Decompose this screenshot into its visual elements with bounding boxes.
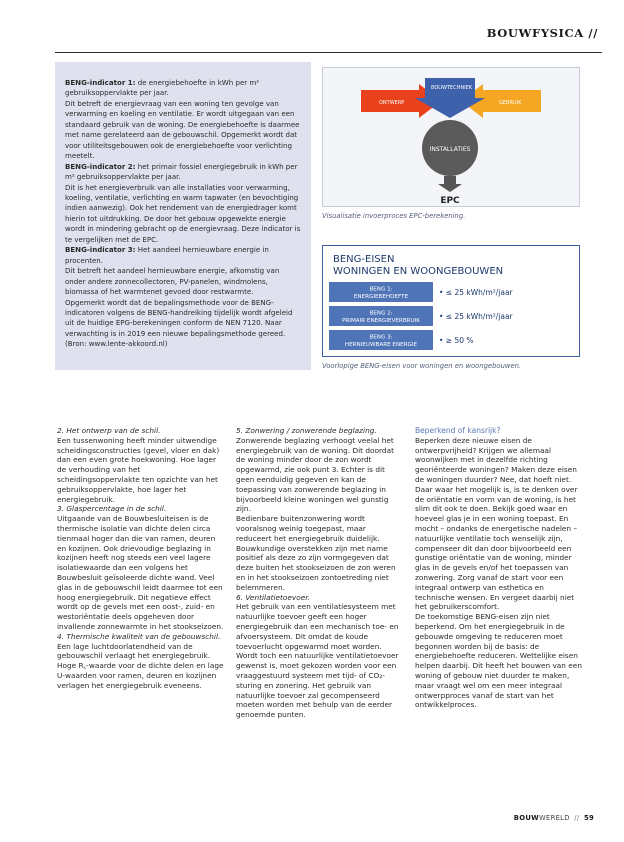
beng-eisen-chart bbox=[323, 246, 579, 356]
beng-eisen-figure bbox=[322, 245, 580, 357]
page-number: 59 bbox=[583, 814, 594, 822]
sidebar-paragraph: BENG-indicator 1: de energiebehoefte in kWh per m² gebruiksoppervlakte per jaar. bbox=[65, 78, 260, 98]
page-footer bbox=[514, 814, 594, 822]
text-column-2 bbox=[236, 426, 403, 720]
sidebar-paragraph: Opgemerkt wordt dat de bepalingsmethode voor de BENG-indicatoren volgens de BENG-handreiking tijdelijk wordt afgeleid uit de huidige EPG-berekeningen conform de NEN 7120. Naar verwachting is in 2019 een nieuwe bepalingsmethode gereed. (Bron: www.lente-akkoord.nl) bbox=[65, 297, 293, 349]
epc-diagram bbox=[323, 68, 579, 206]
section-subhead: Beperkend of kansrijk? bbox=[415, 426, 501, 435]
magazine-brand-bold: BOUW bbox=[513, 814, 539, 822]
text-column-1 bbox=[57, 426, 224, 691]
ontwerp-label: ONTWERP bbox=[379, 100, 405, 106]
beng1-label-2: ENERGIEBEHOEFTE bbox=[353, 294, 409, 300]
paragraph: Zonwerende beglazing verhoogt veelal het energiegebruik van de woning. Dit doordat de woning minder door de zon wordt opgewarmd, zie ook punt 3. Echter is dit geen eenduidig gegeven en kan de toepassing van zonwerende beglazing in bijvoorbeeld kleine woningen wel gunstig zijn. bbox=[236, 435, 394, 514]
subheading: 5. Zonwering / zonwerende beglazing. bbox=[236, 426, 377, 435]
section-title: BOUWFYSICA // bbox=[486, 26, 598, 40]
paragraph: Het gebruik van een ventilatiesysteem met natuurlijke toevoer geeft een hoger energiegebruik dan een mechanisch toe- en afvoersysteem. Dit omdat de koude toevoerlucht opgewarmd moet worden. Wordt toch een natuurlijke ventilatietoevoer gewenst is, moet gekozen worden voor een vraaggestuurd systeem met tijd- of CO₂-sturing en zonering. Het gebruik van natuurlijke toevoer zal gecompenseerd moeten worden met behulp van de eerder genoemde punten. bbox=[236, 602, 399, 720]
beng1-label-1: BENG 1: bbox=[369, 286, 393, 293]
paragraph: Een lage luchtdoorlatendheid van de gebouwschil verlaagt het energiegebruik. Hoge R꜀-waarde voor de dichte delen en lage U-waarden voor ramen, deuren en kozijnen verlagen het energiegebruik eveneens. bbox=[57, 641, 224, 690]
beng2-label-1: BENG 2: bbox=[369, 310, 393, 317]
paragraph: Beperken deze nieuwe eisen de ontwerpvrijheid? Krijgen we allemaal woonwijken met in dezelfde richting georiënteerde woningen? Maken deze eisen de woningen duurder? Nee, dat hoeft niet. bbox=[415, 435, 577, 484]
subheading: 6. Ventilatietoevoer. bbox=[236, 592, 310, 602]
paragraph: Uitgaande van de Bouwbesluiteisen is de thermische isolatie van dichte delen circa tienmaal hoger dan die van ramen, deuren en kozijnen. Ook drievoudige beglazing in kozijnen heeft nog steeds een veel lagere isolatiewaarde dan een volgens het Bouwbesluit geïsoleerde dichte wand. Veel glas in de gebouwschil leidt daarmee tot een hoog energiegebruik. Dit negatieve effect wordt op de gevels met een oost-, zuid- en westoriëntatie deels opgeheven door invallende zonnewarmte in het stookseizoen. bbox=[57, 514, 224, 631]
magazine-brand: WERELD bbox=[538, 814, 570, 822]
epc-process-figure bbox=[322, 67, 580, 207]
beng3-label-2: HERNIEUWBARE ENERGIE bbox=[344, 342, 418, 348]
epc-label: EPC bbox=[440, 196, 460, 206]
paragraph: Een tussenwoning heeft minder uitwendige scheidingsconstructies (gevel, vloer en dak) dan een even grote hoekwoning. Hoe lager de verhouding van het scheidingsoppervlakte ten opzichte van het gebruiksoppervlakte, hoe lager het energiegebruik. bbox=[57, 435, 220, 504]
installaties-label: INSTALLATIES bbox=[429, 146, 471, 153]
epc-arrow bbox=[438, 176, 462, 192]
beng-indicators-sidebar bbox=[55, 62, 311, 370]
header-rule bbox=[55, 52, 602, 53]
sidebar-paragraph: Dit is het energieverbruik van alle installaties voor verwarming, koeling, ventilatie, verlichting en warm tapwater (en bevochtiging indien aanwezig). Ook het rendement van de energiedrager komt hierin tot uitdrukking. De door het gebouw opgewekte energie wordt in mindering gebracht op de energievraag. Deze indicator is te vergelijken met de EPC. bbox=[65, 182, 301, 244]
subheading: 3. Glaspercentage in de schil. bbox=[57, 504, 167, 514]
paragraph: Bedienbare buitenzonwering wordt vooralsnog weinig toegepast, maar reduceert het energiegebruik duidelijk. Bouwkundige overstekken zijn met name positief als deze zo zijn vormgegeven dat deze buiten het stookseizoen de zon weren en in het stookseizoen zontoetreding niet belemmeren. bbox=[236, 514, 396, 592]
gebruik-label: GEBRUIK bbox=[499, 100, 522, 106]
beng-eisen-title-1: BENG-EISEN bbox=[333, 254, 395, 265]
figure2-caption: Voorlopige BENG-eisen voor woningen en woongebouwen. bbox=[322, 362, 522, 370]
sidebar-paragraph: BENG-indicator 2: het primair fossiel energiegebruik in kWh per m² gebruiksoppervlakte per jaar. bbox=[65, 161, 298, 182]
paragraph: De toekomstige BENG-eisen zijn niet beperkend. Om het energiegebruik in de gebouwde omgeving te reduceren moet begonnen worden bij de basis: de energiebehoefte reduceren. Wettelijke eisen helpen daarbij. Dit heeft het bouwen van een woning of gebouw niet duurder te maken, maar vraagt wel om een meer integraal ontwerpproces vanaf de start van het ontwikkelproces. bbox=[415, 612, 582, 710]
footer-separator: // bbox=[574, 814, 580, 822]
sidebar-paragraph: BENG-indicator 3: Het aandeel hernieuwbare energie in procenten. bbox=[65, 245, 269, 265]
beng3-label-1: BENG 3: bbox=[369, 334, 393, 341]
beng1-value: • ≤ 25 kWh/m²/jaar bbox=[439, 288, 513, 297]
page-header bbox=[0, 0, 624, 52]
subheading: 4. Thermische kwaliteit van de gebouwschil. bbox=[57, 631, 221, 641]
beng2-value: • ≤ 25 kWh/m²/jaar bbox=[439, 312, 513, 321]
beng2-label-2: PRIMAIR ENERGIEVERBRUIK bbox=[342, 318, 420, 324]
beng-eisen-title-2: WONINGEN EN WOONGEBOUWEN bbox=[333, 266, 504, 277]
text-column-3 bbox=[415, 426, 583, 710]
subheading: 2. Het ontwerp van de schil. bbox=[57, 426, 161, 435]
sidebar-paragraph: Dit betreft het aandeel hernieuwbare energie, afkomstig van onder andere zonnecollectoren, PV-panelen, windmolens, biomassa of het warmtenet gevoed door restwarmte. bbox=[65, 266, 280, 297]
bouwtechniek-label: BOUWTECHNIEK bbox=[431, 85, 472, 91]
sidebar-paragraph: Dit betreft de energievraag van een woning ten gevolge van verwarming en koeling en ventilatie. Er wordt uitgegaan van een standaard gebruik van de woning. De energiebehoefte is daarmee met name gerelateerd aan de gebouwschil. Opgemerkt wordt dat voor utiliteitsgebouwen ook de energiebehoefte voor verlichting meetelt. bbox=[65, 98, 300, 161]
paragraph: Daar waar het mogelijk is, is te denken over de oriëntatie en vorm van de woning, is het slim dit ook te doen. Bekijk goed waar en hoeveel glas je in een woning toepast. En mocht – ondanks de energetische nadelen – natuurlijke ventilatie toch wenselijk zijn, compenseer dit dan door bijvoorbeeld een gunstige oriëntatie van de woning, minder glas in de gevels en/of het toepassen van zonwering. Zorg vanaf de start voor een integraal ontwerp van esthetica en technische wensen. En vergeet daarbij niet het gebruikerscomfort. bbox=[415, 484, 578, 612]
figure1-caption: Visualisatie invoerproces EPC-berekening. bbox=[322, 212, 466, 220]
beng3-value: • ≥ 50 % bbox=[439, 336, 474, 345]
